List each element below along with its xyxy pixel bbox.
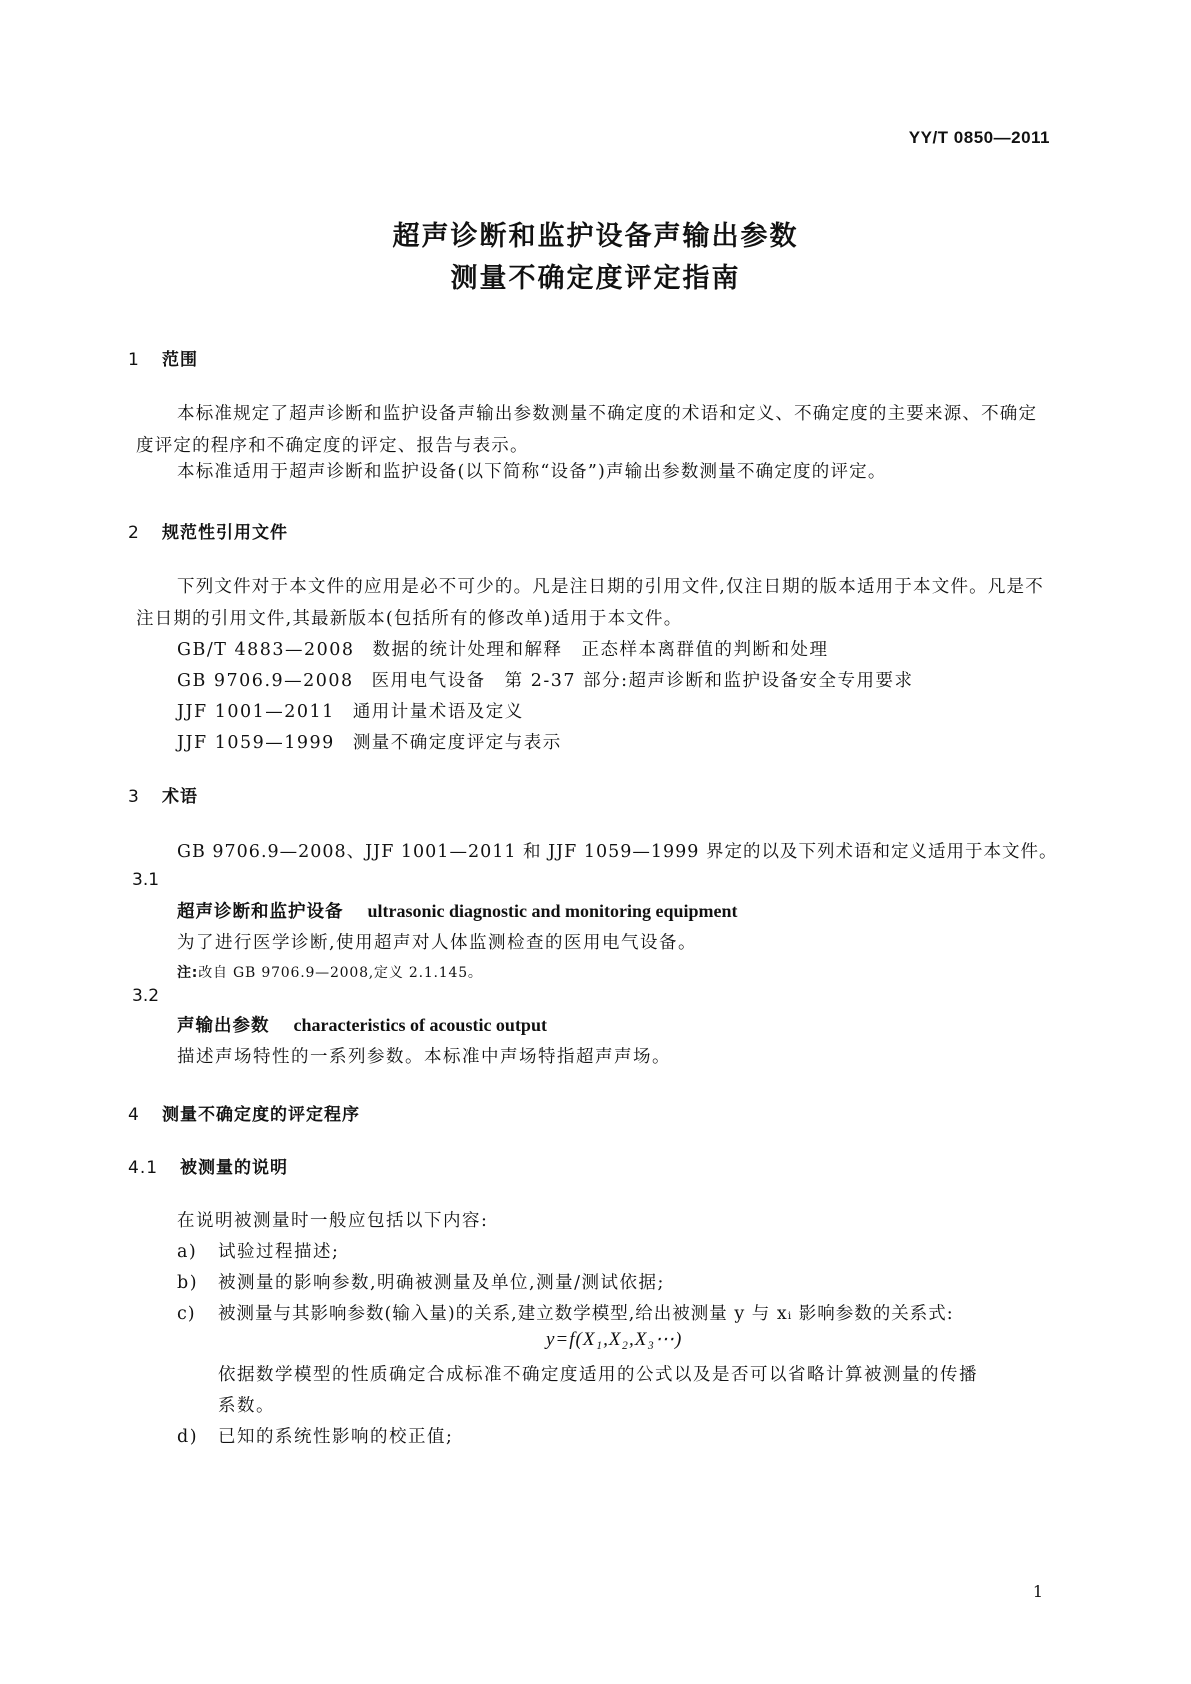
reference-title: 通用计量术语及定义: [352, 702, 524, 722]
subsection-title: 被测量的说明: [180, 1158, 288, 1178]
list-item-label: d): [177, 1427, 199, 1447]
section-number: 2: [128, 523, 140, 543]
section-title: 测量不确定度的评定程序: [162, 1105, 360, 1125]
standard-code: YY/T 0850—2011: [908, 128, 1050, 147]
section-title: 术语: [162, 787, 198, 807]
term-name-en: characteristics of acoustic output: [293, 1015, 547, 1035]
terms-intro: GB 9706.9—2008、JJF 1001—2011 和 JJF 1059—1999 界定的以及下列术语和定义适用于本文件。: [177, 842, 1058, 862]
document-title-line2: 测量不确定度评定指南: [450, 263, 741, 294]
reference-item: [177, 636, 829, 661]
section-title: 规范性引用文件: [162, 523, 288, 543]
term-name-en: ultrasonic diagnostic and monitoring equipment: [367, 901, 738, 921]
reference-title: 测量不确定度评定与表示: [352, 733, 562, 753]
page-number: 1: [1032, 1582, 1043, 1601]
scope-paragraph-2: 本标准适用于超声诊断和监护设备(以下简称“设备”)声输出参数测量不确定度的评定。: [177, 462, 887, 482]
reference-item: [177, 729, 562, 754]
reference-title: 医用电气设备 第 2-37 部分:超声诊断和监护设备安全专用要求: [371, 671, 914, 691]
document-title-line1: 超声诊断和监护设备声输出参数: [392, 221, 799, 252]
section-title: 范围: [162, 350, 198, 370]
term-number: 3.2: [132, 986, 160, 1006]
term-name-zh: 超声诊断和监护设备: [177, 902, 344, 922]
term-definition: 为了进行医学诊断,使用超声对人体监测检查的医用电气设备。: [177, 933, 698, 953]
measurand-intro: 在说明被测量时一般应包括以下内容:: [177, 1211, 489, 1231]
term-definition: 描述声场特性的一系列参数。本标准中声场特指超声声场。: [177, 1047, 671, 1067]
term-note: [177, 962, 483, 982]
term-name-zh: 声输出参数: [177, 1016, 270, 1036]
subsection-number: 4.1: [128, 1158, 159, 1178]
term-name: [177, 898, 738, 923]
section-number: 3: [128, 787, 140, 807]
note-label: 注:: [177, 965, 199, 981]
scope-paragraph-1: 本标准规定了超声诊断和监护设备声输出参数测量不确定度的术语和定义、不确定度的主要来源、不确定度评定的程序和不确定度的评定、报告与表示。: [136, 404, 1038, 456]
formula: y=f(X₁,X₂,X₃⋯): [546, 1329, 683, 1350]
section-number: 4: [128, 1105, 140, 1125]
term-name: [177, 1012, 547, 1037]
section-number: 1: [128, 350, 140, 370]
list-item-label: a): [177, 1242, 198, 1262]
list-item-text: 试验过程描述;: [218, 1242, 340, 1262]
list-item-label: b): [177, 1273, 199, 1293]
reference-title: 数据的统计处理和解释 正态样本离群值的判断和处理: [372, 640, 829, 660]
list-item: [177, 1300, 954, 1325]
reference-code: GB 9706.9—2008: [177, 671, 354, 691]
section-4-heading: [128, 1100, 360, 1125]
list-item: [177, 1269, 665, 1294]
section-2-heading: [128, 518, 288, 543]
reference-item: [177, 667, 914, 692]
reference-code: JJF 1001—2011: [177, 702, 335, 722]
list-item: [177, 1238, 339, 1263]
reference-code: JJF 1059—1999: [177, 733, 335, 753]
list-item-continuation: 依据数学模型的性质确定合成标准不确定度适用的公式以及是否可以省略计算被测量的传播: [218, 1365, 978, 1385]
normative-references-intro: 下列文件对于本文件的应用是必不可少的。凡是注日期的引用文件,仅注日期的版本适用于本文件。凡是不注日期的引用文件,其最新版本(包括所有的修改单)适用于本文件。: [136, 577, 1044, 629]
subsection-4-1-heading: [128, 1153, 288, 1178]
list-item-text: 被测量与其影响参数(输入量)的关系,建立数学模型,给出被测量 y 与 xᵢ 影响参数的关系式:: [218, 1304, 954, 1324]
list-item-text: 被测量的影响参数,明确被测量及单位,测量/测试依据;: [218, 1273, 665, 1293]
list-item-continuation: 系数。: [218, 1396, 275, 1416]
note-text: 改自 GB 9706.9—2008,定义 2.1.145。: [198, 965, 483, 981]
section-1-heading: [128, 345, 198, 370]
term-number: 3.1: [132, 870, 160, 890]
list-item-text: 已知的系统性影响的校正值;: [218, 1427, 454, 1447]
reference-item: [177, 698, 524, 723]
section-3-heading: [128, 782, 198, 807]
reference-code: GB/T 4883—2008: [177, 640, 355, 660]
list-item-label: c): [177, 1304, 196, 1324]
list-item: [177, 1423, 453, 1448]
